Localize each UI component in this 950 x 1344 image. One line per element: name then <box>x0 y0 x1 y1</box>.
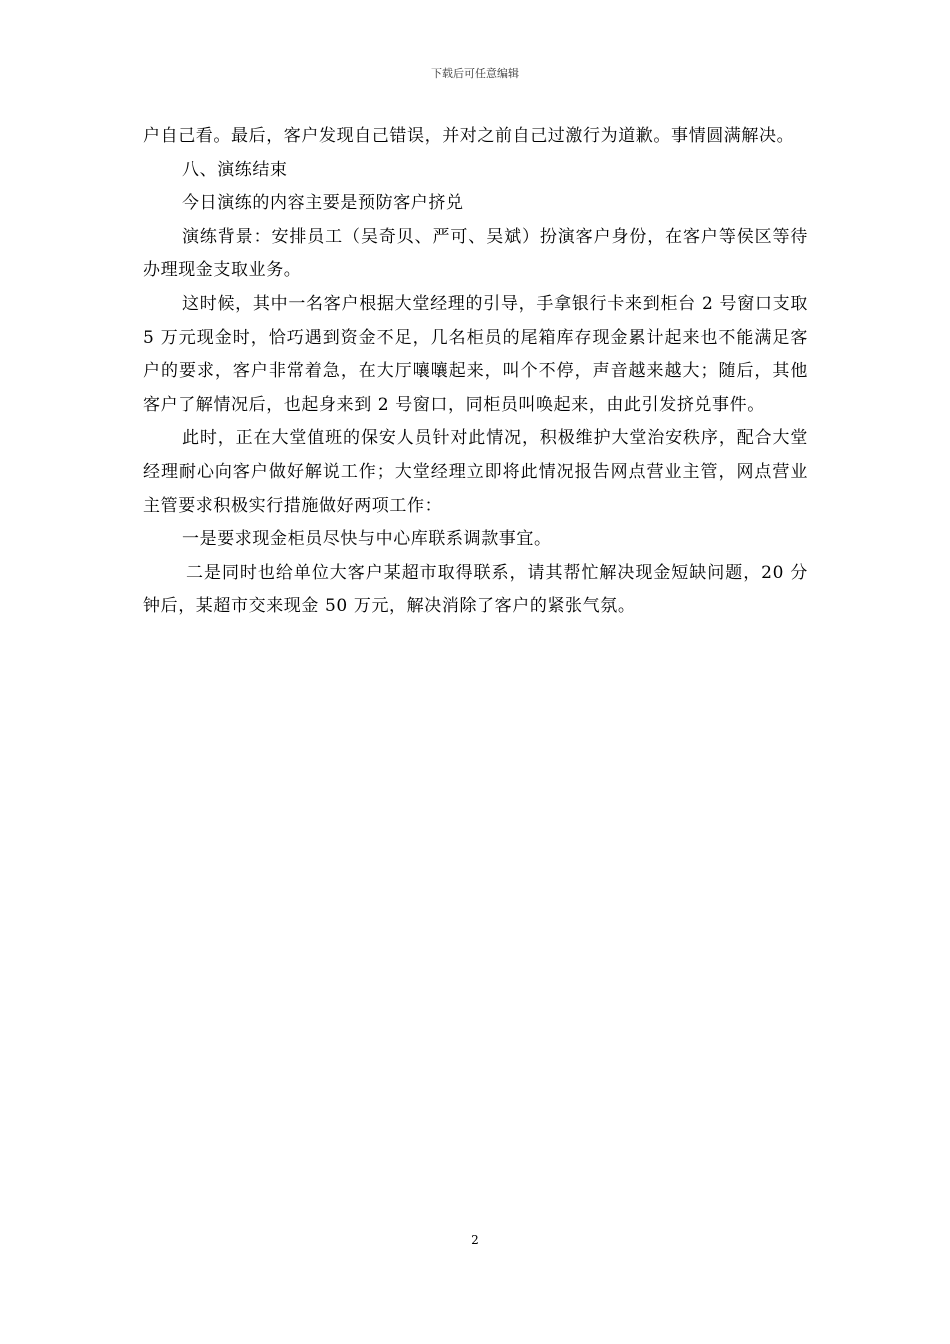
paragraph-response: 此时，正在大堂值班的保安人员针对此情况，积极维护大堂治安秩序，配合大堂经理耐心向客户做好解说工作；大堂经理立即将此情况报告网点营业主管，网点营业主管要求积极实行措施做好两项工作： <box>143 428 808 516</box>
paragraph-task-two: 二是同时也给单位大客户某超市取得联系，请其帮忙解决现金短缺问题，20 分钟后，某超市交来现金 50 万元，解决消除了客户的紧张气氛。 <box>143 562 808 617</box>
document-body <box>143 120 808 624</box>
page-number: 2 <box>471 1233 479 1247</box>
paragraph-drill-topic: 今日演练的内容主要是预防客户挤兑 <box>182 193 464 214</box>
paragraph-task-one: 一是要求现金柜员尽快与中心库联系调款事宜。 <box>182 529 552 550</box>
section-heading: 八、演练结束 <box>182 159 288 180</box>
paragraph-continuation: 户自己看。最后，客户发现自己错误，并对之前自己过激行为道歉。事情圆满解决。 <box>143 126 795 146</box>
paragraph-drill-background: 演练背景：安排员工（吴奇贝、严可、吴斌）扮演客户身份，在客户等侯区等待办理现金支取业务。 <box>143 226 808 281</box>
paragraph-incident: 这时候，其中一名客户根据大堂经理的引导，手拿银行卡来到柜台 2 号窗口支取 5 万元现金时，恰巧遇到资金不足，几名柜员的尾箱库存现金累计起来也不能满足客户的要求，客户非常着急，在大厅嚷嚷起来，叫个不停，声音越来越大；随后，其他客户了解情况后，也起身来到 2 号窗口，同柜员叫唤起来，由此引发挤兑事件。 <box>143 293 808 415</box>
page-header: 下载后可任意编辑 <box>431 67 519 80</box>
